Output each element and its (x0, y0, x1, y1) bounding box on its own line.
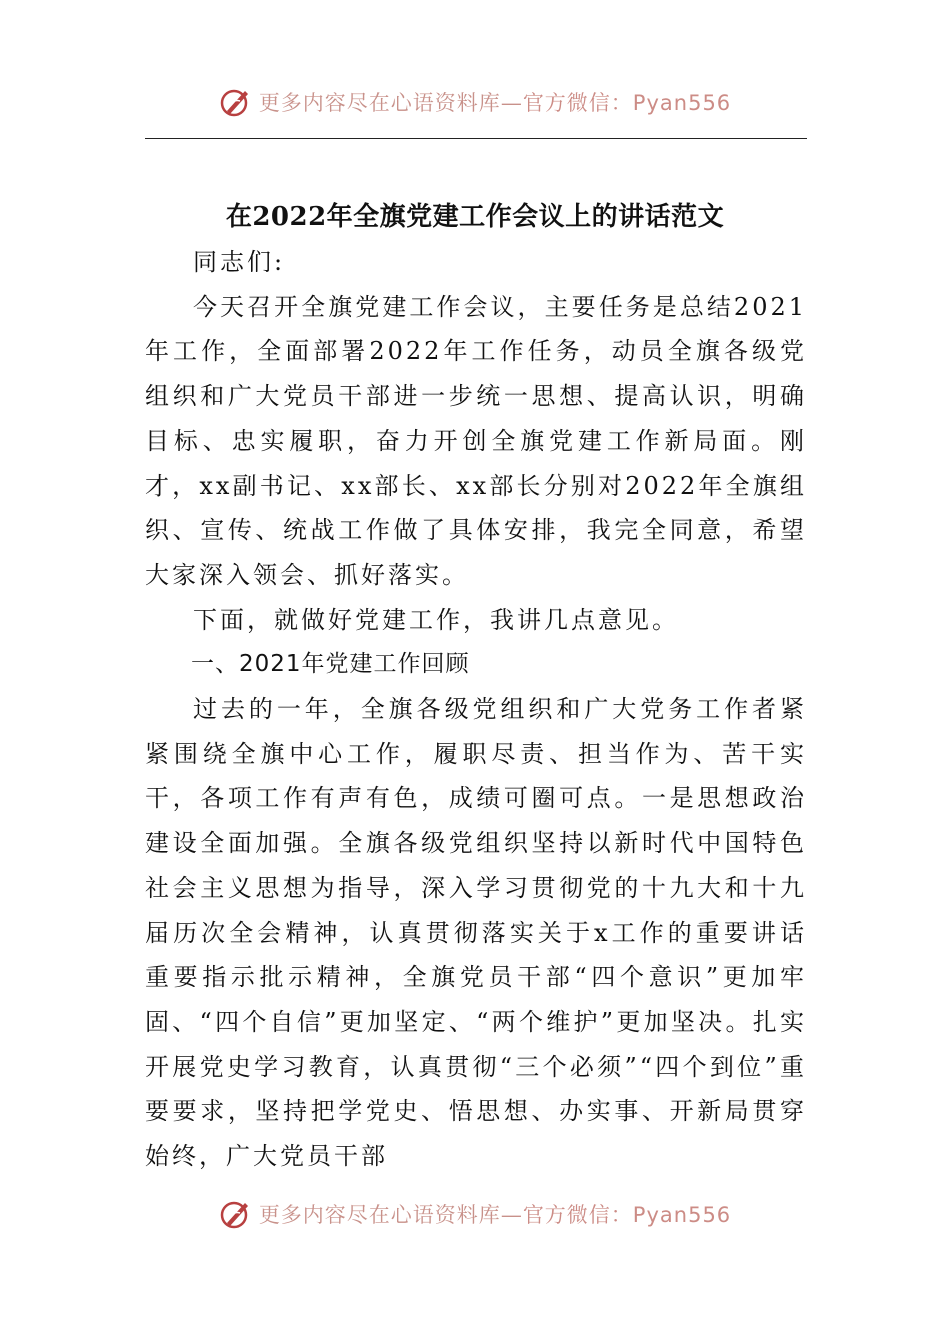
section-heading: 一、2021年党建工作回顾 (191, 651, 470, 678)
header-divider (145, 138, 807, 139)
document-body (145, 240, 807, 1179)
watermark-text: 更多内容尽在心语资料库—官方微信：Pyan556 (258, 1203, 732, 1227)
watermark-text: 更多内容尽在心语资料库—官方微信：Pyan556 (258, 91, 732, 115)
paragraph: 过去的一年，全旗各级党组织和广大党务工作者紧紧围绕全旗中心工作，履职尽责、担当作为、苦干实干，各项工作有声有色，成绩可圈可点。一是思想政治建设全面加强。全旗各级党组织坚持以新时代中国特色社会主义思想为指导，深入学习贯彻党的十九大和十九届历次全会精神，认真贯彻落实关于x工作的重要讲话重要指示批示精神，全旗党员干部“四个意识”更加牢固、“四个自信”更加坚定、“两个维护”更加坚决。扎实开展党史学习教育，认真贯彻“三个必须”“四个到位”重要要求，坚持把学党史、悟思想、办实事、开新局贯穿始终，广大党员干部 (145, 695, 807, 1171)
paragraph: 下面，就做好党建工作，我讲几点意见。 (193, 605, 679, 634)
pen-logo-icon (219, 1197, 253, 1231)
document-title: 在2022年全旗党建工作会议上的讲话范文 (225, 202, 725, 232)
paragraph: 今天召开全旗党建工作会议，主要任务是总结2021年工作，全面部署2022年工作任务，动员全旗各级党组织和广大党员干部进一步统一思想、提高认识，明确目标、忠实履职，奋力开创全旗党建工作新局面。刚才，xx副书记、xx部长、xx部长分别对2022年全旗组织、宣传、统战工作做了具体安排，我完全同意，希望大家深入领会、抓好落实。 (145, 292, 807, 589)
footer-watermark-banner (0, 1192, 950, 1236)
pen-logo-icon (219, 85, 253, 119)
header-watermark-banner (0, 80, 950, 124)
salutation: 同志们: (193, 248, 286, 276)
